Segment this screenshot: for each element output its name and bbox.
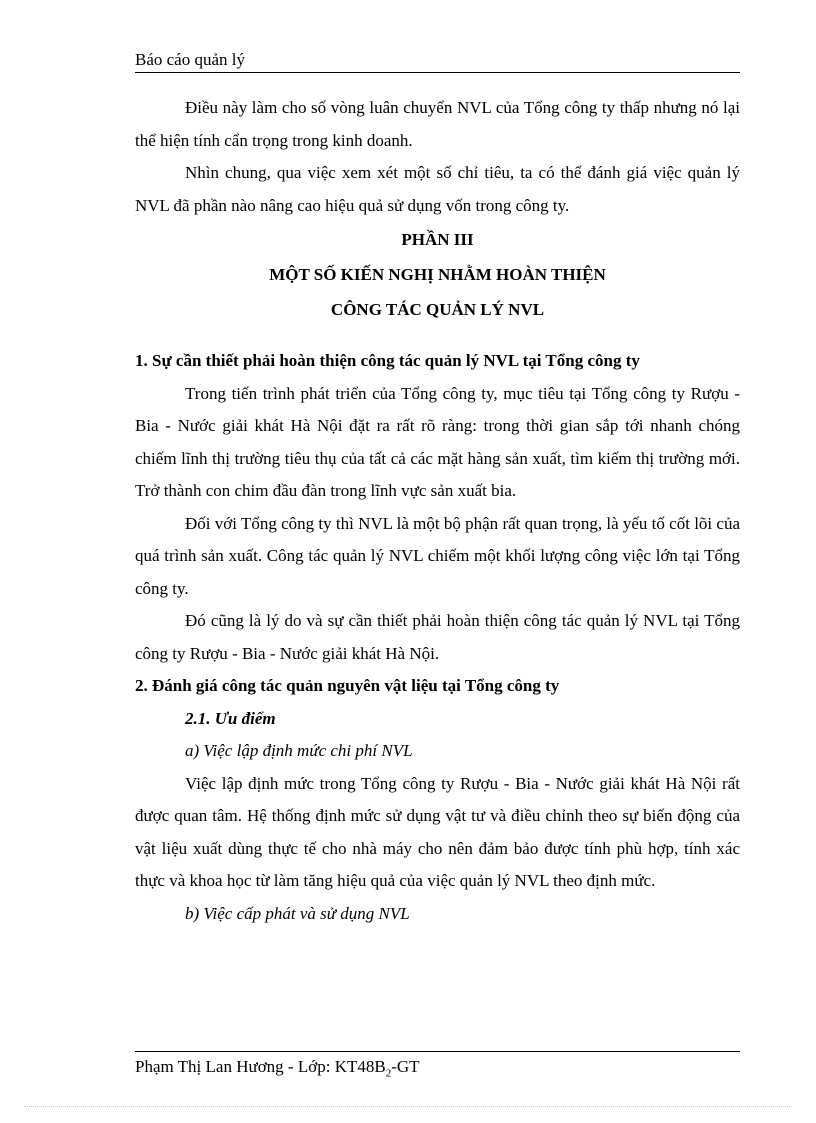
paragraph: Trong tiến trình phát triển của Tổng công ty, mục tiêu tại Tổng công ty Rượu - Bia - Nước giải khát Hà Nội đặt ra rất rõ ràng: trong thời gian sắp tới nhanh chóng chiếm lĩnh thị trường tiêu thụ của tất cả các mặt hàng sản xuất, tìm kiếm thị trường mới. Trở thành con chim đầu đàn trong lĩnh vực sản xuất bia. xyxy=(135,383,740,500)
page-header xyxy=(135,48,740,73)
footer-suffix: -GT xyxy=(391,1057,420,1076)
part-heading-line-1: MỘT SỐ KIẾN NGHỊ NHẰM HOÀN THIỆN xyxy=(269,265,606,284)
section-heading-2: 2. Đánh giá công tác quản nguyên vật liệu tại Tổng công ty xyxy=(135,676,560,695)
section-heading-1: 1. Sự cần thiết phải hoàn thiện công tác quản lý NVL tại Tổng công ty xyxy=(135,351,640,370)
subsection-heading: 2.1. Ưu điểm xyxy=(185,708,276,728)
part-title: PHẦN III xyxy=(401,230,474,249)
part-heading-line-2: CÔNG TÁC QUẢN LÝ NVL xyxy=(330,300,545,319)
footer-author: Phạm Thị Lan Hương - Lớp: KT48B xyxy=(135,1057,386,1076)
page-bottom-divider xyxy=(24,1106,792,1107)
item-heading-a: a) Việc lập định mức chi phí NVL xyxy=(185,741,413,760)
paragraph: Điều này làm cho số vòng luân chuyển NVL của Tổng công ty thấp nhưng nó lại thể hiện tính cẩn trọng trong kinh doanh. xyxy=(135,98,740,150)
paragraph: Đó cũng là lý do và sự cần thiết phải hoàn thiện công tác quản lý NVL tại Tổng công ty Rượu - Bia - Nước giải khát Hà Nội. xyxy=(135,611,740,663)
page-body xyxy=(135,92,740,930)
footer-subscript: 2 xyxy=(385,1067,392,1080)
paragraph: Việc lập định mức trong Tổng công ty Rượu - Bia - Nước giải khát Hà Nội rất được quan tâm. Hệ thống định mức sử dụng vật tư và điều chỉnh theo sự biến động của vật liệu xuất dùng thực tế cho nhà máy cho nên đảm bảo được tính phù hợp, tính xác thực và khoa học từ làm tăng hiệu quả của việc quản lý NVL theo định mức. xyxy=(135,773,740,890)
paragraph: Nhìn chung, qua việc xem xét một số chỉ tiêu, ta có thể đánh giá việc quản lý NVL đã phần nào nâng cao hiệu quả sử dụng vốn trong công ty. xyxy=(135,163,740,215)
page-footer xyxy=(135,1051,740,1082)
header-title: Báo cáo quản lý xyxy=(135,50,245,69)
item-heading-b: b) Việc cấp phát và sử dụng NVL xyxy=(185,903,410,923)
paragraph: Đối với Tổng công ty thì NVL là một bộ phận rất quan trọng, là yếu tố cốt lõi của quá trình sản xuất. Công tác quản lý NVL chiếm một khối lượng công việc lớn tại Tổng công ty. xyxy=(135,513,740,598)
